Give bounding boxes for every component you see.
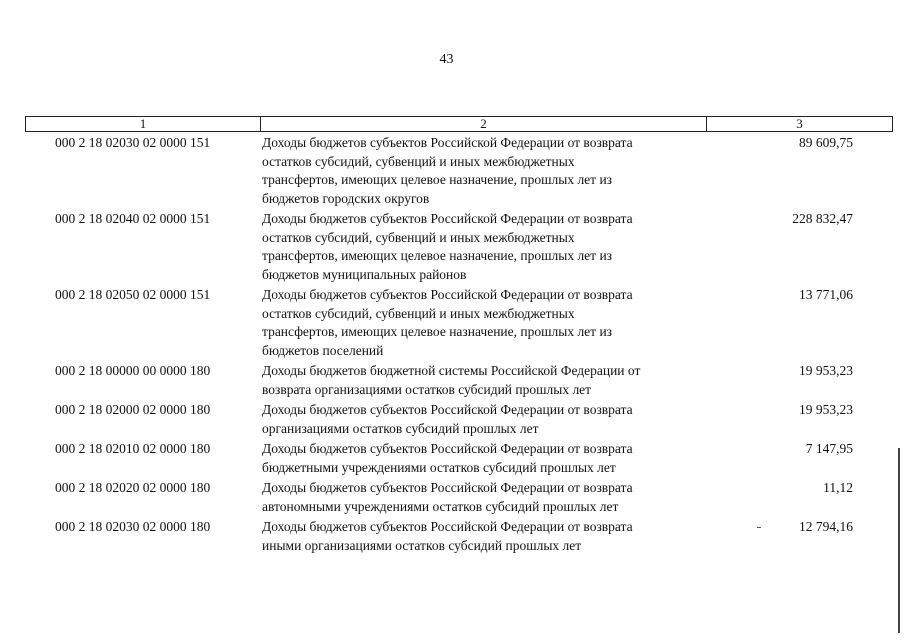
table-row (25, 401, 893, 438)
table-row (25, 134, 893, 208)
income-name-cell: Доходы бюджетов субъектов Российской Федерации от возврата остатков субсидий, субвенций и иных межбюджетных трансфертов, имеющих целевое назначение, прошлых лет из бюджетов муниципальных районов (262, 211, 633, 282)
income-name-cell: Доходы бюджетов субъектов Российской Федерации от возврата остатков субсидий, субвенций и иных межбюджетных трансфертов, имеющих целевое назначение, прошлых лет из бюджетов поселений (262, 287, 633, 358)
table-row (25, 286, 893, 360)
table-row (25, 440, 893, 477)
income-name-cell: Доходы бюджетов бюджетной системы Российской Федерации от возврата организациями остатков субсидий прошлых лет (262, 363, 641, 397)
income-name-cell: Доходы бюджетов субъектов Российской Федерации от возврата бюджетными учреждениями остатков субсидий прошлых лет (262, 441, 633, 475)
sum-cell: 19 953,23 (799, 363, 853, 378)
budget-code-cell: 000 2 18 02010 02 0000 180 (55, 441, 211, 456)
income-name-cell: Доходы бюджетов субъектов Российской Федерации от возврата иными организациями остатков субсидий прошлых лет (262, 519, 633, 553)
budget-code-cell: 000 2 18 02040 02 0000 151 (55, 211, 211, 226)
page-number: 43 (439, 52, 454, 67)
sum-cell: 89 609,75 (799, 135, 853, 150)
sum-cell: 228 832,47 (792, 211, 853, 226)
income-name-cell: Доходы бюджетов субъектов Российской Федерации от возврата остатков субсидий, субвенций и иных межбюджетных трансфертов, имеющих целевое назначение, прошлых лет из бюджетов городских округов (262, 135, 633, 206)
sum-cell: 11,12 (823, 480, 853, 495)
budget-code-cell: 000 2 18 00000 00 0000 180 (55, 363, 211, 378)
table-row (25, 210, 893, 284)
income-name-cell: Доходы бюджетов субъектов Российской Федерации от возврата автономными учреждениями остатков субсидий прошлых лет (262, 480, 633, 514)
scan-artifact-tick (757, 527, 761, 528)
budget-code-cell: 000 2 18 02000 02 0000 180 (55, 402, 211, 417)
table-header-row (25, 116, 893, 132)
sum-cell: 13 771,06 (799, 287, 853, 302)
income-name-cell: Доходы бюджетов субъектов Российской Федерации от возврата организациями остатков субсидий прошлых лет (262, 402, 633, 436)
sum-cell: 19 953,23 (799, 402, 853, 417)
budget-code-cell: 000 2 18 02020 02 0000 180 (55, 480, 211, 495)
budget-code-cell: 000 2 18 02030 02 0000 180 (55, 519, 211, 534)
budget-code-cell: 000 2 18 02050 02 0000 151 (55, 287, 211, 302)
table-row (25, 518, 893, 555)
scan-edge-line (898, 448, 900, 633)
column-header-3: 3 (796, 116, 803, 131)
column-header-1: 1 (26, 117, 261, 131)
budget-table (25, 116, 893, 555)
table-row (25, 362, 893, 399)
sum-cell: 7 147,95 (805, 441, 853, 456)
budget-code-cell: 000 2 18 02030 02 0000 151 (55, 135, 211, 150)
sum-cell: 12 794,16 (799, 519, 853, 534)
column-header-2: 2 (261, 117, 707, 131)
table-row (25, 479, 893, 516)
